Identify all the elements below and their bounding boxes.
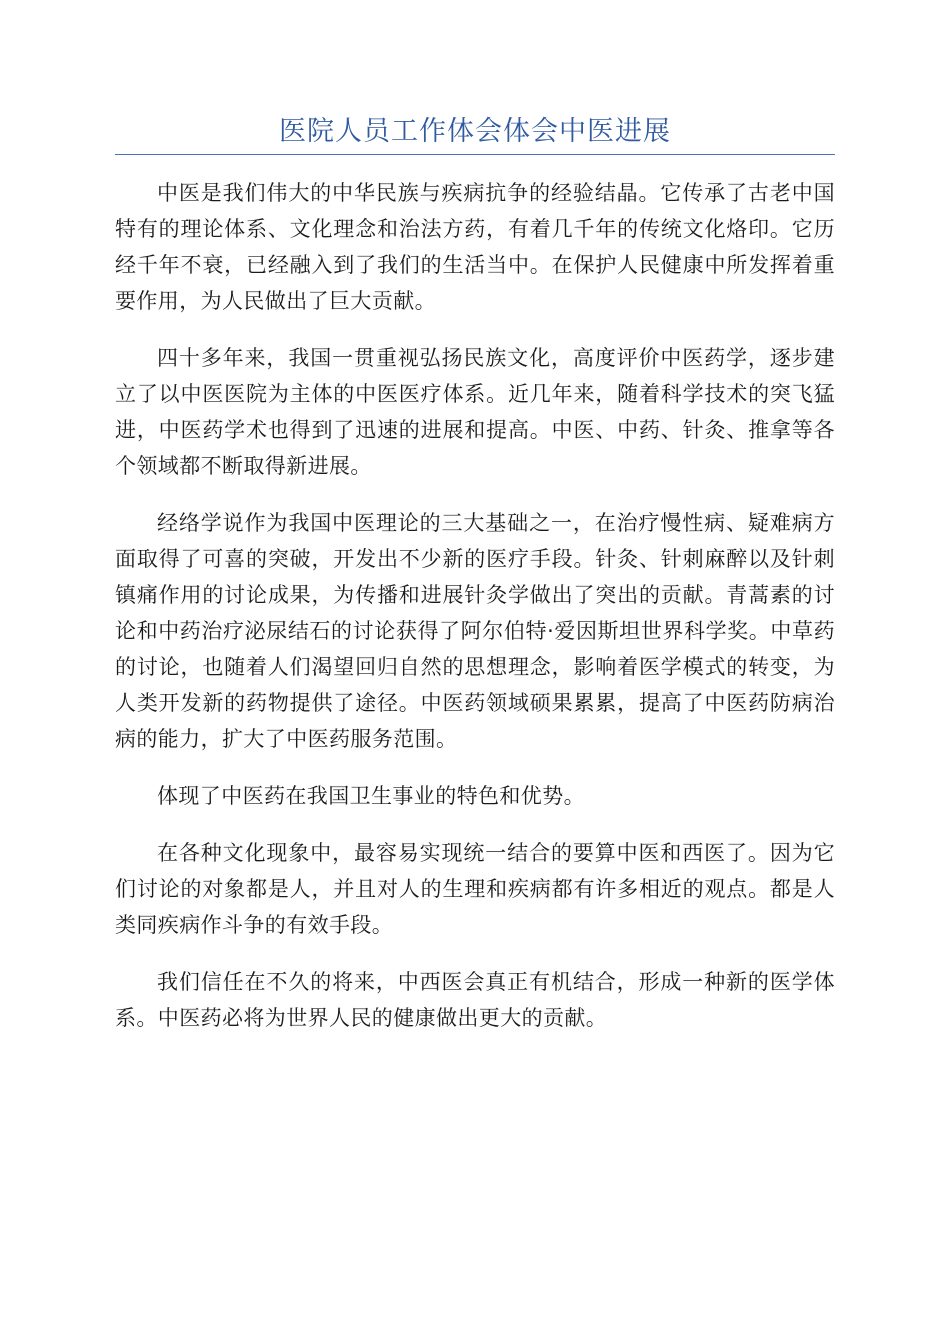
paragraph-2: 四十多年来，我国一贯重视弘扬民族文化，高度评价中医药学，逐步建立了以中医医院为主体的中医医疗体系。近几年来，随着科学技术的突飞猛进，中医药学术也得到了迅速的进展和提高。中医、中药、针灸、推拿等各个领域都不断取得新进展。: [115, 346, 835, 478]
paragraph-3: 经络学说作为我国中医理论的三大基础之一，在治疗慢性病、疑难病方面取得了可喜的突破，开发出不少新的医疗手段。针灸、针刺麻醉以及针刺镇痛作用的讨论成果，为传播和进展针灸学做出了突出的贡献。青蒿素的讨论和中药治疗泌尿结石的讨论获得了阿尔伯特·爱因斯坦世界科学奖。中草药的讨论，也随着人们渴望回归自然的思想理念，影响着医学模式的转变，为人类开发新的药物提供了途径。中医药领域硕果累累，提高了中医药防病治病的能力，扩大了中医药服务范围。: [115, 511, 835, 751]
paragraph-1: 中医是我们伟大的中华民族与疾病抗争的经验结晶。它传承了古老中国特有的理论体系、文化理念和治法方药，有着几千年的传统文化烙印。它历经千年不衰，已经融入到了我们的生活当中。在保护人民健康中所发挥着重要作用，为人民做出了巨大贡献。: [115, 181, 835, 313]
document-title: 医院人员工作体会体会中医进展: [279, 116, 671, 147]
title-underline: [115, 154, 835, 155]
paragraph-6: 我们信任在不久的将来，中西医会真正有机结合，形成一种新的医学体系。中医药必将为世界人民的健康做出更大的贡献。: [115, 970, 835, 1030]
paragraph-5: 在各种文化现象中，最容易实现统一结合的要算中医和西医了。因为它们讨论的对象都是人，并且对人的生理和疾病都有许多相近的观点。都是人类同疾病作斗争的有效手段。: [115, 841, 835, 937]
document-body: [115, 175, 835, 1057]
paragraph-4: 体现了中医药在我国卫生事业的特色和优势。: [157, 784, 585, 808]
